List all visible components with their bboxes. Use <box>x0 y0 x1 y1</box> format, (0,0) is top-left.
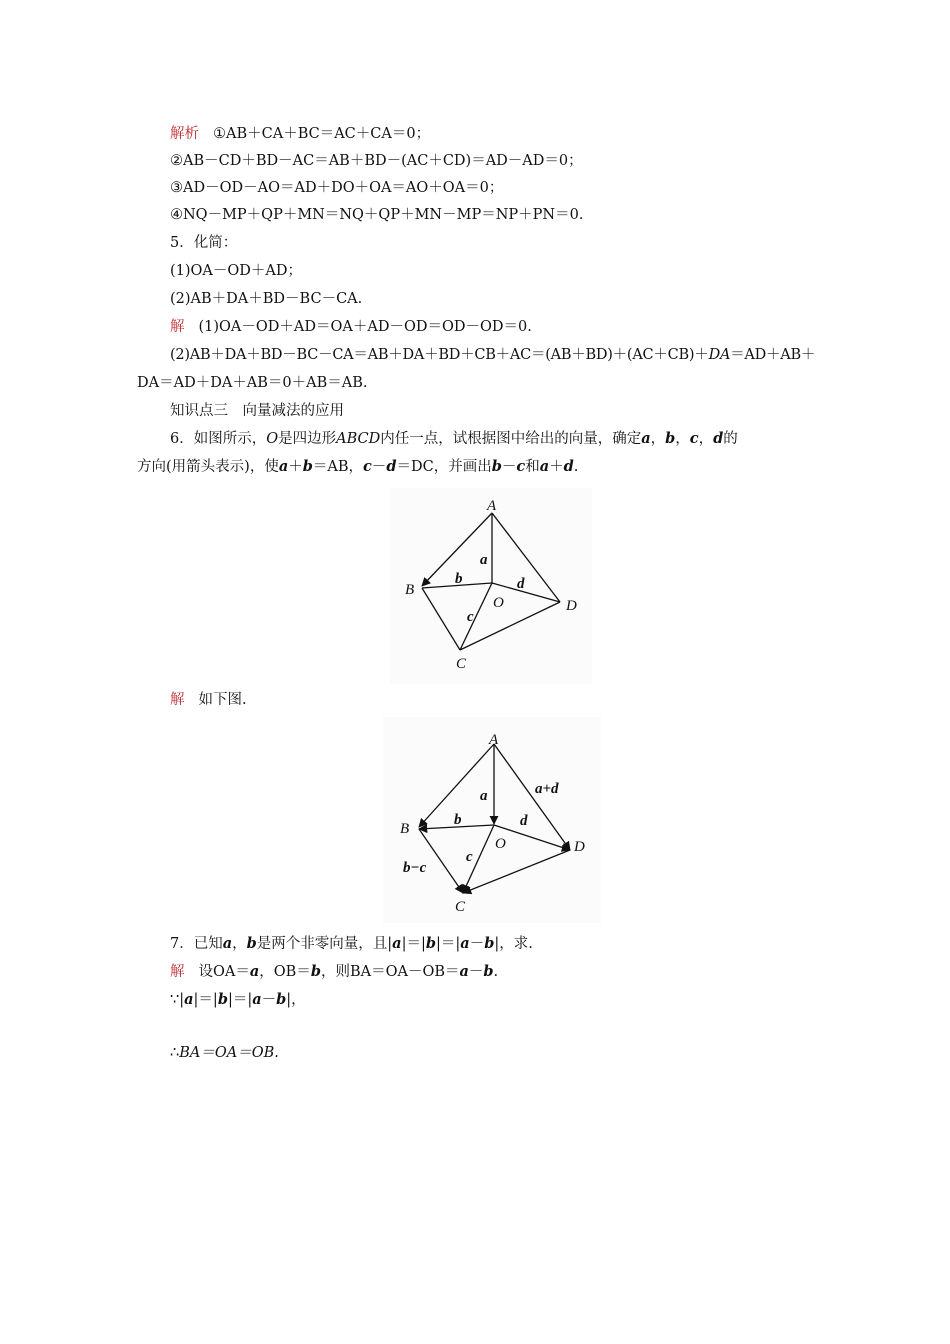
because-text: |＝| <box>227 992 253 1008</box>
q5-part2: (2)AB＋DA＋BD－BC－CA. <box>170 291 363 307</box>
q6-text: 方向(用箭头表示)，使 <box>137 459 279 475</box>
label-vector-a: a <box>480 552 488 568</box>
q7-question <box>170 934 533 954</box>
analysis-label: 解析 <box>170 126 199 142</box>
label-a-point: A <box>489 732 499 748</box>
q6-solution-text: 如下图. <box>198 692 247 708</box>
therefore-text: BA＝OA＝OB. <box>179 1045 279 1061</box>
q6-vector-d: d <box>563 458 574 475</box>
q7-text: 是两个非零向量，且| <box>256 936 393 952</box>
q6-comma: ， <box>698 431 714 447</box>
q6-vector-c: c <box>689 430 699 447</box>
q6-minus: － <box>371 459 387 475</box>
label-c-point: C <box>455 899 466 915</box>
q5-solution-2a <box>170 345 815 365</box>
section-heading: 知识点三 向量减法的应用 <box>170 403 344 419</box>
q6-solution <box>170 690 247 710</box>
q6-line-1 <box>170 429 738 449</box>
q7-comma: ， <box>232 936 247 952</box>
q6-vector-d: d <box>713 430 724 447</box>
label-b-point: B <box>400 821 410 837</box>
analysis-text-1: ①AB＋CA＋BC＝AC＋CA＝0； <box>213 126 431 142</box>
figure-2-diagram <box>383 717 601 923</box>
because-text: |＝| <box>193 992 218 1008</box>
q7-solution-text: ，OB＝ <box>259 964 311 980</box>
analysis-line-4: ④NQ－MP＋QP＋MN＝NQ＋QP＋MN－MP＝NP＋PN＝0. <box>170 207 584 223</box>
q6-vector-c: c <box>363 458 372 475</box>
therefore-line <box>170 1043 279 1063</box>
q6-comma: ， <box>650 431 666 447</box>
q6-text: ＝DC，并画出 <box>396 459 492 475</box>
q5-solution-1-text: (1)OA－OD＋AD＝OA＋AD－OD＝OD－OD＝0. <box>198 319 532 335</box>
q7-solution <box>170 962 498 982</box>
q7-vector-b: b <box>483 963 494 980</box>
q7-period: . <box>493 964 499 980</box>
vector-c-line <box>460 583 492 650</box>
q7-vector-a: a <box>392 935 402 952</box>
q7-solution-text: ，则BA＝OA－OB＝ <box>320 964 460 980</box>
label-vector-b-minus-c: b−c <box>403 860 427 876</box>
q7-vector-b: b <box>484 935 495 952</box>
analysis-line-3: ③AD－OD－AO＝AD＋DO＋OA＝AO＋OA＝0； <box>170 180 504 196</box>
q5-solution-2a-da: DA <box>708 347 731 363</box>
edge-cd <box>460 602 560 650</box>
label-vector-c: c <box>466 849 473 865</box>
label-vector-b: b <box>454 812 462 828</box>
q7-minus: － <box>469 936 485 952</box>
q7-vector-b: b <box>310 963 321 980</box>
label-b-point: B <box>405 582 415 598</box>
q6-text: 的 <box>723 431 738 447</box>
q7-text: 7．已知 <box>170 936 223 952</box>
edge-ad <box>492 513 560 602</box>
label-vector-d: d <box>520 813 528 829</box>
label-o-point: O <box>493 595 504 611</box>
q5-solution-2a-post: ＝AD＋AB＋ <box>730 347 816 363</box>
q6-point-o: O <box>266 431 279 447</box>
vector-a-plus-d <box>494 744 570 850</box>
q6-plus: ＋ <box>549 459 564 475</box>
q7-solution-text: 设OA＝ <box>198 964 250 980</box>
edge-bc <box>422 588 460 650</box>
q5-solution-1 <box>170 317 532 337</box>
figure-2 <box>383 717 601 923</box>
q5-solution-label: 解 <box>170 319 185 335</box>
label-o-point: O <box>495 836 506 852</box>
because-minus: － <box>261 992 277 1008</box>
label-d-point: D <box>566 598 577 614</box>
q5-part1: (1)OA－OD＋AD； <box>170 263 303 279</box>
q7-text: |，求. <box>494 936 533 952</box>
because-vector-a: a <box>252 991 262 1008</box>
q7-vector-a: a <box>222 935 233 952</box>
q5-solution-2b: DA＝AD＋DA＋AB＝0＋AB＝AB. <box>137 375 368 391</box>
q6-minus: － <box>501 459 517 475</box>
q6-quad-name: ABCD <box>336 431 381 447</box>
q6-solution-label: 解 <box>170 692 185 708</box>
analysis-line-1 <box>170 124 430 144</box>
label-vector-d: d <box>517 576 525 592</box>
because-text: ∵| <box>170 992 185 1008</box>
q5-solution-2a-pre: (2)AB＋DA＋BD－BC－CA＝AB＋DA＋BD＋CB＋AC＝(AB＋BD)＋(AC＋CB)＋ <box>170 347 709 363</box>
q5-title: 5．化简： <box>170 235 238 251</box>
therefore-symbol: ∴ <box>170 1045 180 1061</box>
q6-line-2 <box>137 457 578 477</box>
label-vector-a-plus-d: a+d <box>535 781 559 797</box>
q7-solution-label: 解 <box>170 964 185 980</box>
label-d-point: D <box>574 839 585 855</box>
q6-text: ＝AB， <box>312 459 364 475</box>
q6-vector-a: a <box>641 430 651 447</box>
q7-minus: － <box>468 964 484 980</box>
q6-comma: ， <box>675 431 690 447</box>
because-text: |， <box>286 992 306 1008</box>
q6-text: 和 <box>525 459 540 475</box>
because-line <box>170 990 306 1010</box>
q6-plus: ＋ <box>288 459 303 475</box>
q7-vector-a: a <box>460 935 470 952</box>
label-a-point: A <box>487 498 497 514</box>
label-vector-c: c <box>467 609 474 625</box>
q6-vector-a: a <box>278 458 289 475</box>
q6-text: 6．如图所示， <box>170 431 267 447</box>
label-vector-b: b <box>455 571 463 587</box>
q6-vector-d: d <box>386 458 397 475</box>
figure-1 <box>390 488 592 684</box>
q6-vector-b: b <box>491 458 502 475</box>
label-c-point: C <box>456 656 467 672</box>
because-vector-b: b <box>217 991 228 1008</box>
because-vector-b: b <box>276 991 287 1008</box>
q6-vector-b: b <box>665 430 676 447</box>
analysis-line-2: ②AB－CD＋BD－AC＝AB＋BD－(AC＋CD)＝AD－AD＝0； <box>170 153 583 169</box>
q7-text: |＝| <box>436 936 461 952</box>
q6-vector-a: a <box>539 458 550 475</box>
q6-vector-c: c <box>516 458 526 475</box>
q7-vector-b: b <box>425 935 436 952</box>
because-vector-a: a <box>184 991 194 1008</box>
q7-text: |＝| <box>401 936 426 952</box>
q6-text: 内任一点，试根据图中给出的向量，确定 <box>380 431 642 447</box>
figure-1-diagram <box>390 488 592 684</box>
q7-vector-a: a <box>249 963 260 980</box>
q6-period: . <box>573 459 579 475</box>
q6-vector-b: b <box>302 458 313 475</box>
q7-vector-a: a <box>459 963 469 980</box>
q6-text: 是四边形 <box>278 431 337 447</box>
q7-vector-b: b <box>246 935 257 952</box>
label-vector-a: a <box>480 788 488 804</box>
